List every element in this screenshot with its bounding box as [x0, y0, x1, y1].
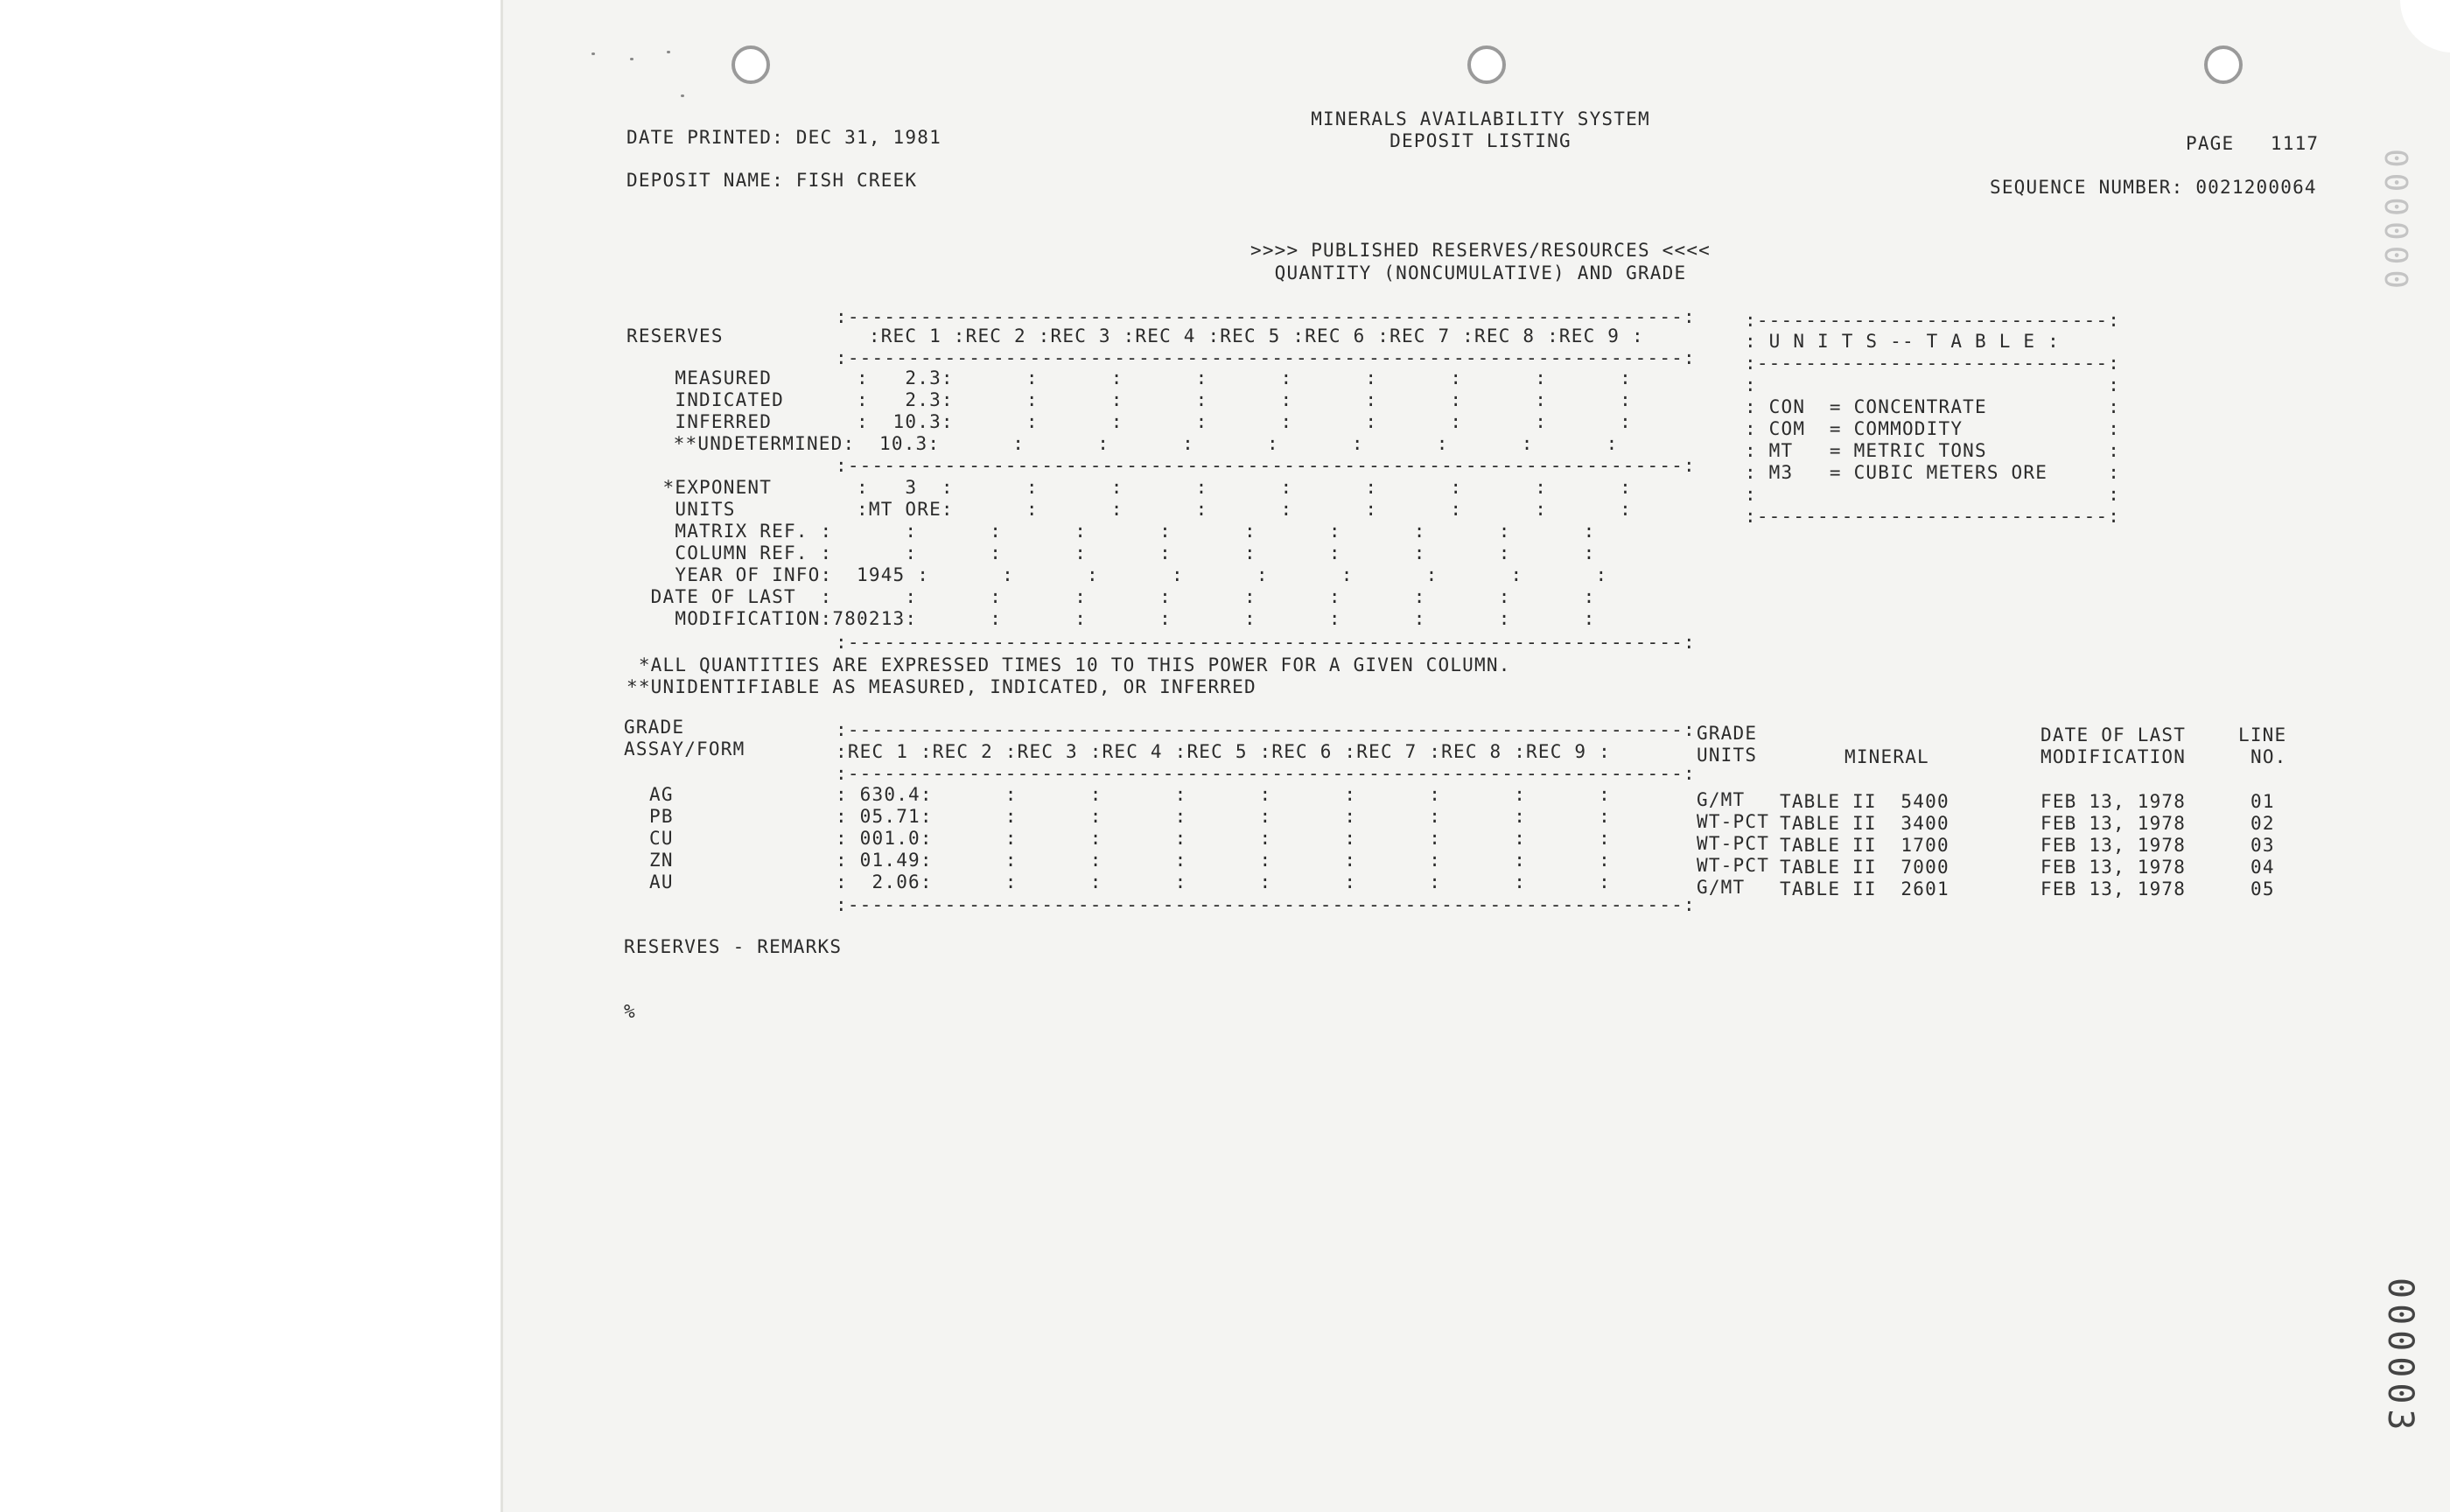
- grade-rec-values: : 05.71: : : : : : : : :: [836, 806, 1611, 827]
- assay-code: ZN: [649, 850, 674, 871]
- table-rule: :---------------------------------------------------------------------:: [836, 763, 1696, 784]
- page-number: PAGE 1117: [2186, 133, 2320, 154]
- mineral-header: MINERAL: [1844, 746, 1929, 767]
- table-row: MODIFICATION:780213: : : : : : : : :: [626, 608, 1596, 629]
- line-no: 03: [2250, 835, 2275, 856]
- mineral-ref: TABLE II 1700: [1780, 835, 1950, 856]
- mineral-ref: TABLE II 2601: [1780, 878, 1950, 900]
- table-rule: :---------------------------------------------------------------------:: [836, 632, 1696, 653]
- grade-rec-values: : 001.0: : : : : : : : :: [836, 828, 1611, 849]
- units-entry: : MT = METRIC TONS :: [1745, 440, 2121, 461]
- table-row: INDICATED : 2.3: : : : : : : : :: [626, 389, 1632, 410]
- grade-units: G/MT: [1697, 789, 1746, 810]
- assay-code: AU: [649, 872, 674, 892]
- grade-units: WT-PCT: [1697, 855, 1770, 876]
- mineral-ref: TABLE II 5400: [1780, 791, 1950, 812]
- table-row: YEAR OF INFO: 1945 : : : : : : : : :: [626, 564, 1608, 585]
- date-header: MODIFICATION: [2040, 746, 2187, 767]
- grade-units: G/MT: [1697, 877, 1746, 898]
- binder-hole-center: [1467, 46, 1506, 84]
- units-blank: : :: [1745, 374, 2121, 396]
- table-row: UNITS :MT ORE: : : : : : : : :: [626, 499, 1632, 520]
- mod-date: FEB 13, 1978: [2040, 791, 2187, 812]
- scan-speck: [630, 58, 634, 60]
- units-blank: : :: [1745, 484, 2121, 505]
- grade-units-header: UNITS: [1697, 745, 1758, 766]
- units-rule: :-----------------------------:: [1745, 353, 2121, 374]
- grade-units-header: GRADE: [1697, 723, 1758, 744]
- faint-page-stamp: 000000: [2377, 149, 2413, 295]
- table-row: DATE OF LAST : : : : : : : : : :: [626, 586, 1596, 607]
- listing-title: DEPOSIT LISTING: [1390, 130, 1572, 151]
- mod-date: FEB 13, 1978: [2040, 857, 2187, 878]
- line-header: LINE: [2238, 724, 2287, 746]
- table-rule: :---------------------------------------------------------------------:: [836, 455, 1696, 476]
- section-subtitle: QUANTITY (NONCUMULATIVE) AND GRADE: [1274, 262, 1687, 284]
- table-row: COLUMN REF. : : : : : : : : : :: [626, 542, 1596, 564]
- assay-code: CU: [649, 828, 674, 849]
- section-title: >>>> PUBLISHED RESERVES/RESOURCES <<<<: [1250, 240, 1712, 261]
- remarks-symbol: %: [624, 1001, 636, 1022]
- table-rule: :---------------------------------------------------------------------:: [836, 719, 1696, 740]
- line-no: 02: [2250, 813, 2275, 834]
- units-entry: : M3 = CUBIC METERS ORE :: [1745, 462, 2121, 483]
- assay-code: PB: [649, 806, 674, 827]
- units-title: : U N I T S -- T A B L E :: [1745, 331, 2060, 352]
- table-rule: :---------------------------------------------------------------------:: [836, 306, 1696, 327]
- units-rule: :-----------------------------:: [1745, 310, 2121, 331]
- mod-date: FEB 13, 1978: [2040, 878, 2187, 900]
- units-entry: : CON = CONCENTRATE :: [1745, 396, 2121, 417]
- grade-units: WT-PCT: [1697, 833, 1770, 854]
- table-row: MEASURED : 2.3: : : : : : : : :: [626, 368, 1632, 388]
- scan-speck: [667, 51, 670, 53]
- grade-rec-values: : 2.06: : : : : : : : :: [836, 872, 1611, 892]
- footnote-exponent: *ALL QUANTITIES ARE EXPRESSED TIMES 10 TO THIS POWER FOR A GIVEN COLUMN.: [626, 654, 1511, 676]
- grade-rec-values: : 01.49: : : : : : : : :: [836, 850, 1611, 871]
- footnote-undetermined: **UNIDENTIFIABLE AS MEASURED, INDICATED, OR INFERRED: [626, 676, 1256, 697]
- binder-hole-left: [732, 46, 770, 84]
- line-no: 01: [2250, 791, 2275, 812]
- grade-header: :REC 1 :REC 2 :REC 3 :REC 4 :REC 5 :REC 6 :REC 7 :REC 8 :REC 9 :: [836, 741, 1611, 762]
- mineral-ref: TABLE II 3400: [1780, 813, 1950, 834]
- table-row: *EXPONENT : 3 : : : : : : : : :: [626, 477, 1632, 498]
- date-printed: DATE PRINTED: DEC 31, 1981: [626, 127, 942, 148]
- scan-speck: [592, 52, 595, 55]
- units-entry: : COM = COMMODITY :: [1745, 418, 2121, 439]
- sequence-number: SEQUENCE NUMBER: 0021200064: [1990, 177, 2317, 198]
- grade-units: WT-PCT: [1697, 811, 1770, 832]
- assay-form-label: ASSAY/FORM: [624, 738, 746, 760]
- table-rule: :---------------------------------------------------------------------:: [836, 347, 1696, 368]
- units-rule: :-----------------------------:: [1745, 506, 2121, 527]
- page-curl: [2400, 0, 2450, 52]
- assay-code: AG: [649, 784, 674, 805]
- table-row: **UNDETERMINED: 10.3: : : : : : : : :: [649, 433, 1619, 454]
- reserves-header: RESERVES :REC 1 :REC 2 :REC 3 :REC 4 :REC 5 :REC 6 :REC 7 :REC 8 :REC 9 :: [626, 326, 1644, 346]
- grade-rec-values: : 630.4: : : : : : : : :: [836, 784, 1611, 805]
- mod-date: FEB 13, 1978: [2040, 835, 2187, 856]
- table-row: MATRIX REF. : : : : : : : : : :: [626, 521, 1596, 542]
- grade-label: GRADE: [624, 717, 685, 738]
- line-no: 04: [2250, 857, 2275, 878]
- line-no: 05: [2250, 878, 2275, 900]
- mod-date: FEB 13, 1978: [2040, 813, 2187, 834]
- system-title: MINERALS AVAILABILITY SYSTEM: [1311, 108, 1650, 130]
- line-header: NO.: [2250, 746, 2287, 767]
- deposit-name: DEPOSIT NAME: FISH CREEK: [626, 170, 918, 191]
- scan-speck: [681, 94, 684, 97]
- page-stamp: 000003: [2380, 1278, 2420, 1436]
- mineral-ref: TABLE II 7000: [1780, 857, 1950, 878]
- binder-hole-right: [2204, 46, 2243, 84]
- date-header: DATE OF LAST: [2040, 724, 2187, 746]
- remarks-title: RESERVES - REMARKS: [624, 936, 843, 957]
- table-row: INFERRED : 10.3: : : : : : : : :: [626, 411, 1632, 432]
- table-rule: :---------------------------------------------------------------------:: [836, 894, 1696, 915]
